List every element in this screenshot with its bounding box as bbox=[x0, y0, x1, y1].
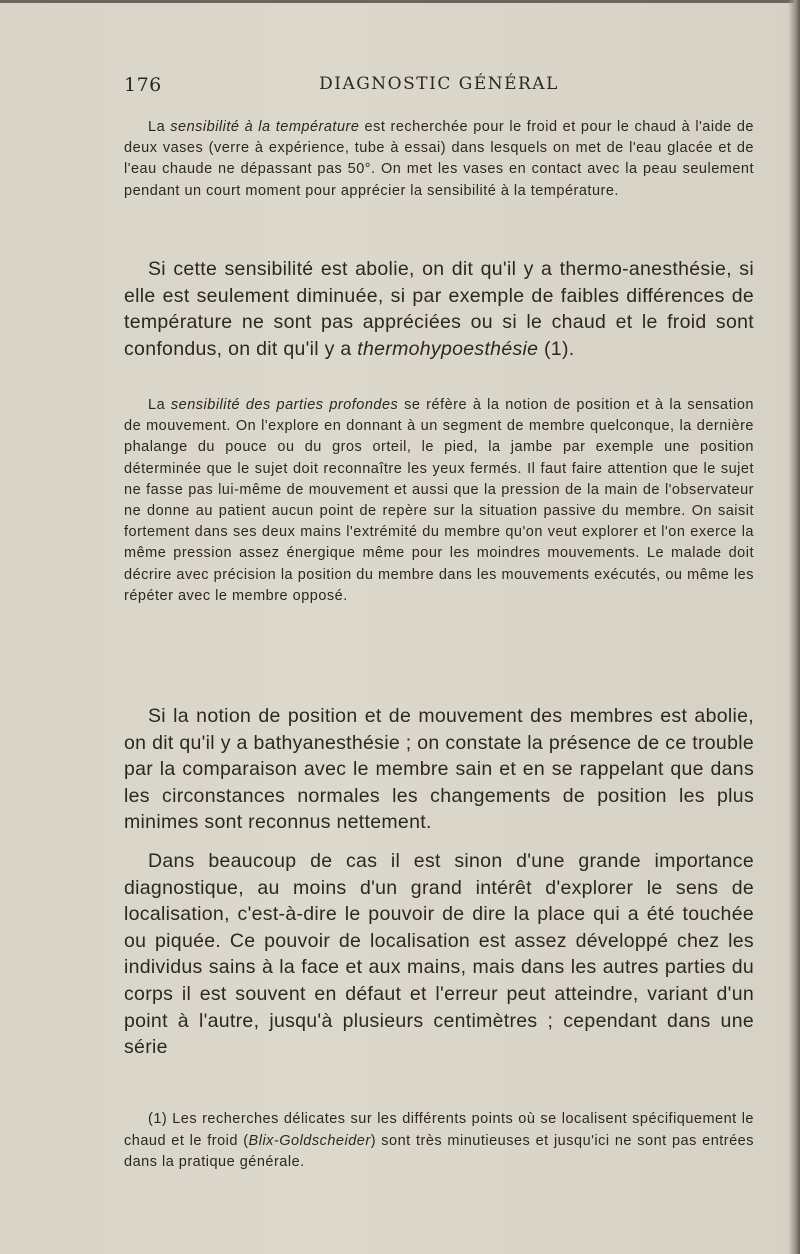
page-number: 176 bbox=[124, 74, 162, 96]
paragraph-localisation: Dans beaucoup de cas il est sinon d'une grande importance diagnostique, au moins d'un grand intérêt d'explorer le sens de localisation, c'est-à-dire le pouvoir de dire la place qui a été touchée ou piquée. Ce pouvoir de localisation est assez développé chez les individus sains à la face et aux mains, mais dans les autres parties du corps il est souvent en défaut et l'erreur peut atteindre, variant d'un point à l'autre, jusqu'à plusieurs centimètres ; cependant dans une série bbox=[124, 850, 754, 1059]
running-title: DIAGNOSTIC GÉNÉRAL bbox=[319, 74, 559, 94]
term-blix-goldscheider: Blix-Goldscheider bbox=[248, 1132, 371, 1149]
footnote-reference: (1). bbox=[544, 337, 575, 360]
term-deep-parts: sensibilité des parties profondes bbox=[170, 397, 399, 413]
term-thermohypoesthesia: thermohypoesthésie bbox=[357, 337, 539, 360]
paragraph-deep-sensibility: La sensibilité des parties profondes se réfère à la notion de position et à la sensation de mouvement. On l'explore en donnant à un segment de membre quelconque, la dernière phalange du pouce ou du gros orteil, le pied, la jambe par exemple une position déterminée que le sujet doit reconnaître les yeux fermés. Il faut faire attention que le sujet ne fasse pas lui-même de mouvement et aussi que la pression de la main de l'observateur ne donne au patient aucun point de repère sur la situation passive du membre. On saisit fortement dans ses deux mains l'extrémité du membre qu'on veut explorer et l'on exerce la même pression assez énergique même pour les moindres mouvements. Le malade doit décrire avec précision la position du membre dans les mouvements exécutés, ou même les répéter avec le membre opposé. bbox=[124, 397, 754, 604]
footnote: (1) Les recherches délicates sur les différents points où se localisent spécifiquement le chaud et le froid (Blix-Goldscheider) sont très minutieuses et jusqu'ici ne sont pas entrées dans la pratique générale. bbox=[124, 1111, 754, 1170]
term-temperature: sensibilité à la température bbox=[170, 119, 360, 135]
page-header bbox=[124, 74, 754, 100]
paragraph-temperature-sensibility: La sensibilité à la température est recherchée pour le froid et pour le chaud à l'aide de deux vases (verre à expérience, tube à essai) dans lesquels on met de l'eau glacée et de l'eau chaude ne dépassant pas 50°. On met les vases en contact avec la peau seulement pendant un court moment pour apprécier la sensibilité à la température. bbox=[124, 119, 754, 199]
paragraph-bathyanesthesia: Si la notion de position et de mouvement des membres est abolie, on dit qu'il y a bathyanesthésie ; on constate la présence de ce trouble par la comparaison avec le membre sain et en se rappelant que dans les circonstances normales les changements de position les plus minimes sont reconnus nettement. bbox=[124, 705, 754, 834]
page-binding-edge bbox=[788, 0, 800, 1254]
top-edge-line bbox=[0, 0, 800, 3]
paragraph-thermoanesthesia: Si cette sensibilité est abolie, on dit qu'il y a thermo-anesthésie, si elle est seulement diminuée, si par exemple de faibles différences de température ne sont pas appréciées ou si le chaud et le froid sont confondus, on dit qu'il y a thermohypoesthésie (1). bbox=[124, 258, 754, 360]
